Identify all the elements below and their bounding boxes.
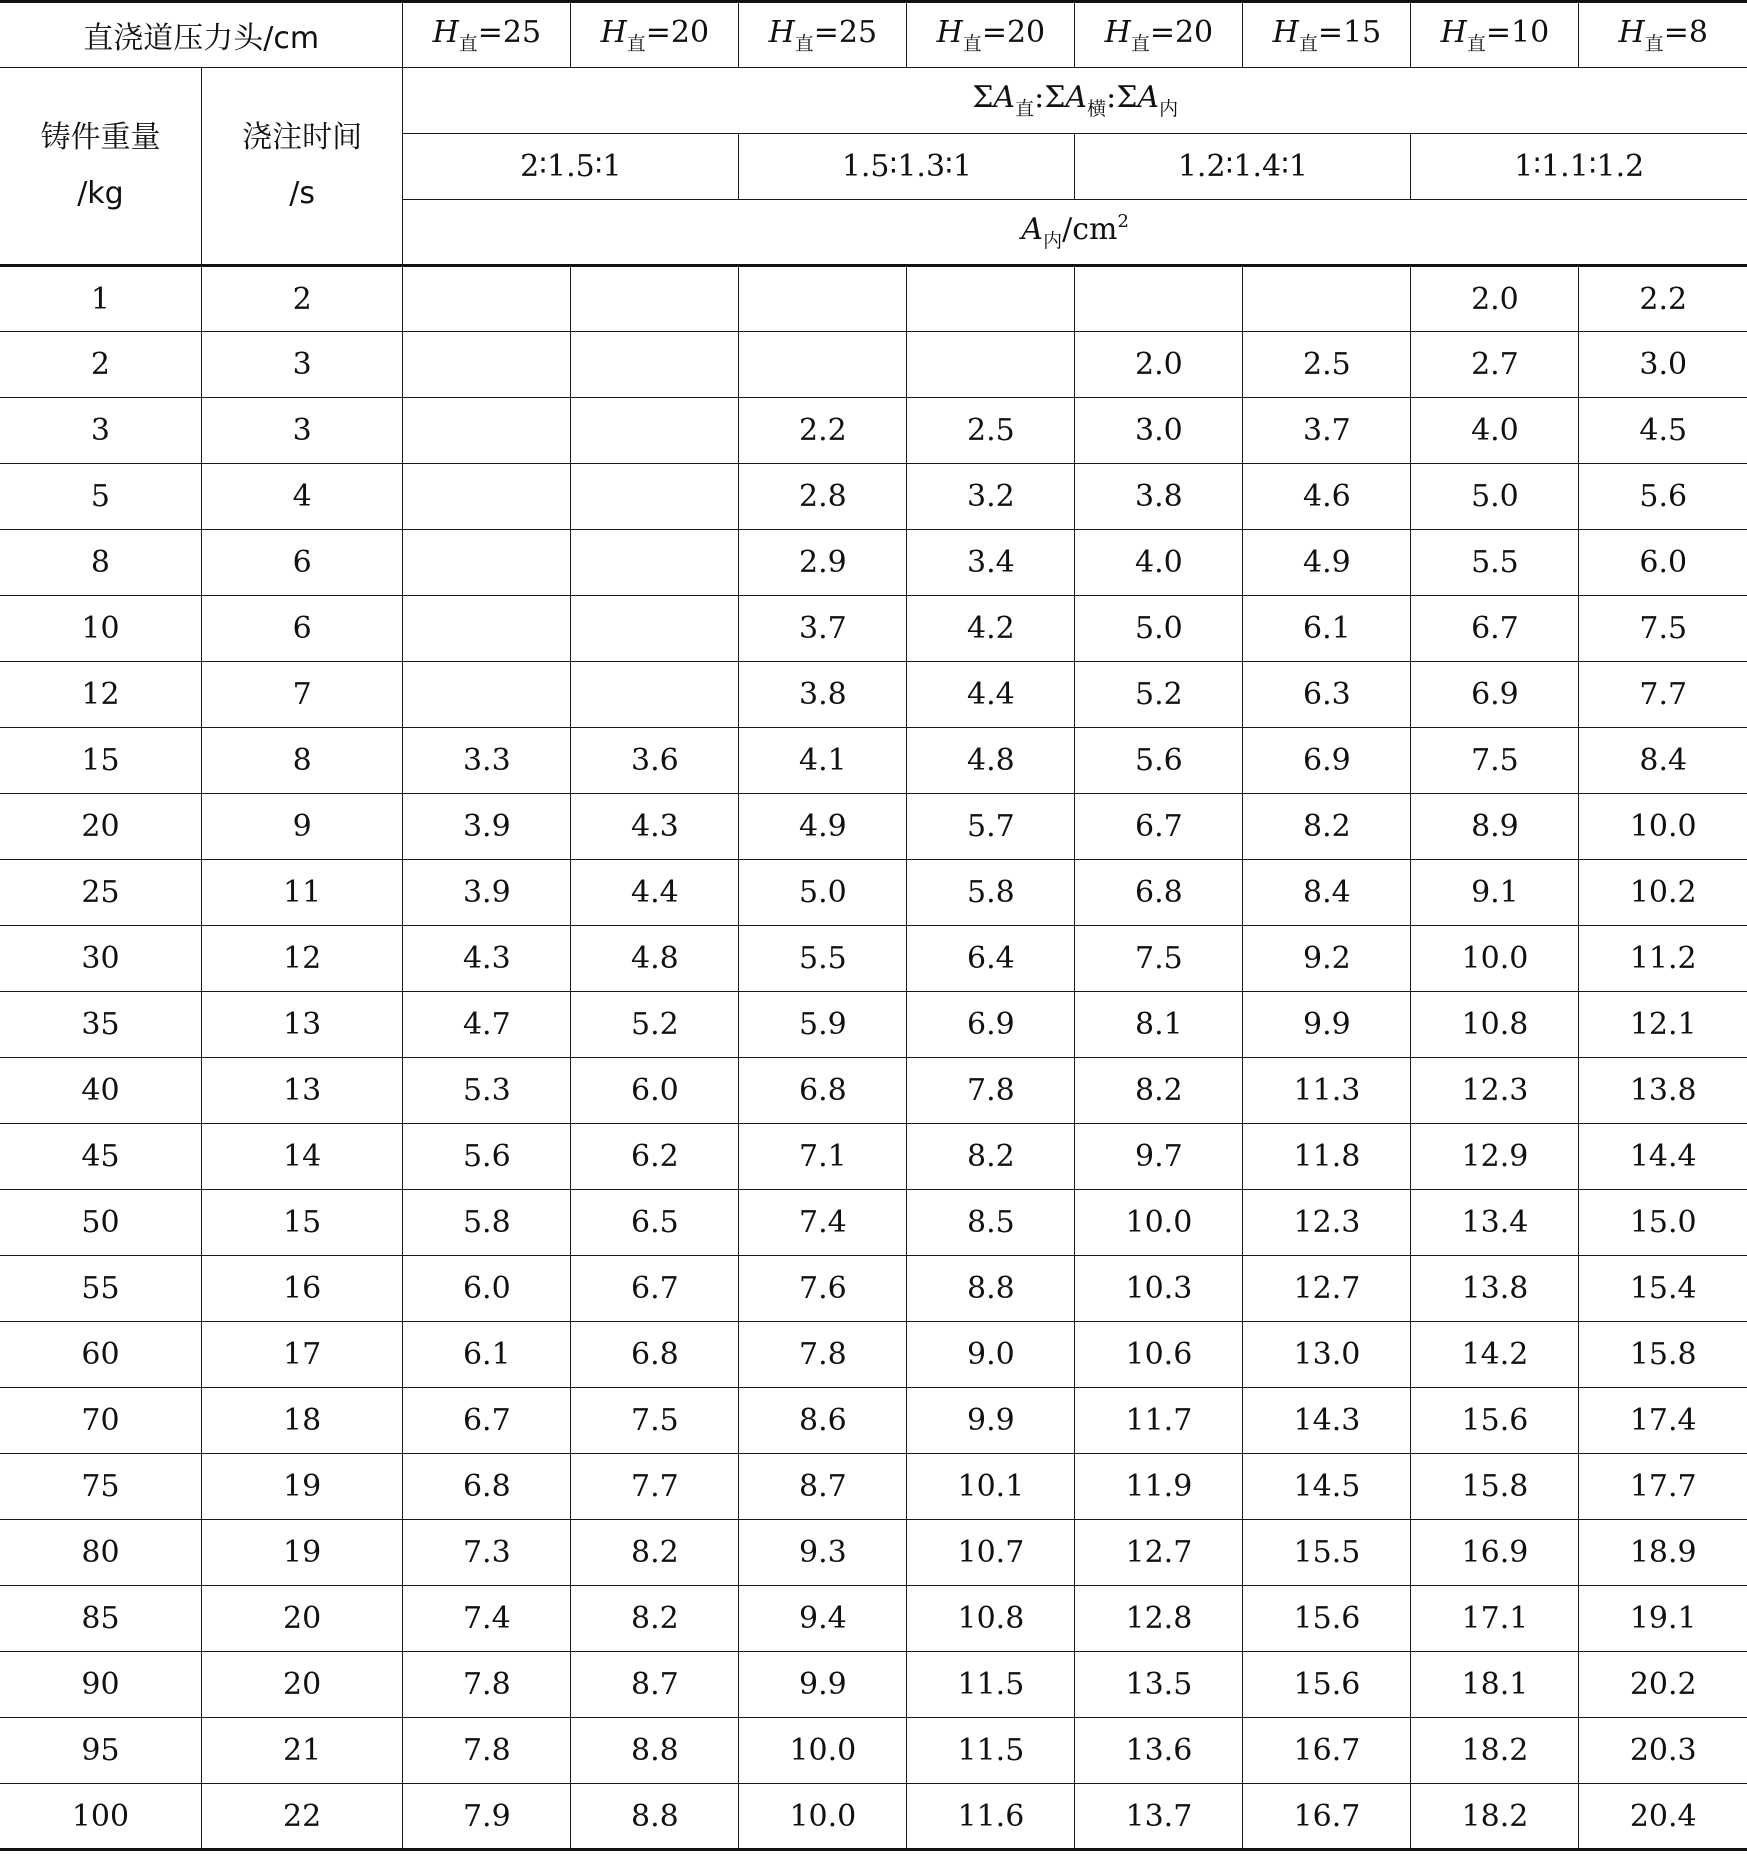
ingate-area-cell: 7.3	[403, 1520, 571, 1586]
ingate-area-cell: 18.1	[1411, 1652, 1579, 1718]
ingate-area-cell: 8.5	[907, 1190, 1075, 1256]
pouring-time-cell: 14	[201, 1124, 402, 1190]
casting-weight-cell: 12	[0, 662, 201, 728]
pressure-head-cell: $H_直=15$	[1243, 2, 1411, 68]
table-row	[0, 332, 1747, 398]
ingate-area-cell	[1075, 266, 1243, 332]
ingate-area-cell: 7.5	[571, 1388, 739, 1454]
ingate-area-cell: 20.2	[1579, 1652, 1747, 1718]
ratio-value: 1.2∶1.4∶1	[1075, 134, 1411, 200]
ingate-area-cell: 7.8	[403, 1652, 571, 1718]
ingate-area-cell: 8.4	[1579, 728, 1747, 794]
ingate-area-cell: 5.5	[739, 926, 907, 992]
ingate-area-cell: 16.9	[1411, 1520, 1579, 1586]
ingate-area-cell: 6.7	[1075, 794, 1243, 860]
ingate-area-cell: 11.5	[907, 1652, 1075, 1718]
ingate-area-cell: 15.8	[1579, 1322, 1747, 1388]
ingate-area-cell: 6.3	[1243, 662, 1411, 728]
ingate-area-cell: 2.5	[1243, 332, 1411, 398]
ingate-area-cell: 8.2	[571, 1586, 739, 1652]
ingate-area-cell: 5.8	[403, 1190, 571, 1256]
ingate-area-cell: 10.3	[1075, 1256, 1243, 1322]
ingate-area-cell: 17.4	[1579, 1388, 1747, 1454]
pressure-head-cell: $H_直=20$	[907, 2, 1075, 68]
ingate-area-cell: 10.7	[907, 1520, 1075, 1586]
casting-weight-cell: 30	[0, 926, 201, 992]
ingate-area-cell: 8.7	[571, 1652, 739, 1718]
ingate-area-cell: 8.8	[571, 1718, 739, 1784]
ingate-area-cell	[403, 266, 571, 332]
ingate-area-unit-header: $A_内/cm^2$	[403, 200, 1747, 266]
ingate-area-cell: 4.8	[907, 728, 1075, 794]
ingate-area-cell: 5.2	[1075, 662, 1243, 728]
casting-weight-cell: 90	[0, 1652, 201, 1718]
ingate-area-cell	[571, 266, 739, 332]
casting-weight-header-line2: /kg	[77, 176, 124, 211]
ingate-area-cell: 8.8	[907, 1256, 1075, 1322]
pouring-time-cell: 2	[201, 266, 402, 332]
ingate-area-cell: 7.8	[907, 1058, 1075, 1124]
ingate-area-cell	[571, 596, 739, 662]
casting-weight-cell: 75	[0, 1454, 201, 1520]
ingate-area-cell: 3.6	[571, 728, 739, 794]
pouring-time-header-line2: /s	[289, 176, 315, 211]
ingate-area-cell: 15.6	[1243, 1586, 1411, 1652]
ingate-area-cell: 3.3	[403, 728, 571, 794]
ingate-area-cell: 15.6	[1243, 1652, 1411, 1718]
ingate-area-cell: 13.0	[1243, 1322, 1411, 1388]
pouring-time-cell: 20	[201, 1586, 402, 1652]
ingate-area-cell: 4.5	[1579, 398, 1747, 464]
ingate-area-cell: 3.0	[1579, 332, 1747, 398]
pouring-time-cell: 21	[201, 1718, 402, 1784]
ingate-area-cell: 2.9	[739, 530, 907, 596]
ingate-area-cell: 14.2	[1411, 1322, 1579, 1388]
ingate-area-cell: 10.0	[1411, 926, 1579, 992]
ingate-area-cell: 3.9	[403, 794, 571, 860]
table-row	[0, 596, 1747, 662]
ingate-area-cell: 8.8	[571, 1784, 739, 1850]
table-row	[0, 926, 1747, 992]
ingate-area-cell: 14.4	[1579, 1124, 1747, 1190]
ingate-area-cell	[571, 464, 739, 530]
ingate-area-cell: 8.2	[907, 1124, 1075, 1190]
pouring-time-cell: 6	[201, 530, 402, 596]
pouring-time-cell: 13	[201, 1058, 402, 1124]
ingate-area-cell: 13.7	[1075, 1784, 1243, 1850]
casting-weight-cell: 50	[0, 1190, 201, 1256]
ingate-area-cell: 12.3	[1243, 1190, 1411, 1256]
pouring-time-cell: 3	[201, 332, 402, 398]
casting-weight-cell: 10	[0, 596, 201, 662]
ingate-area-cell: 2.0	[1075, 332, 1243, 398]
ingate-area-cell	[571, 332, 739, 398]
ingate-area-cell: 7.8	[403, 1718, 571, 1784]
ingate-area-cell: 9.0	[907, 1322, 1075, 1388]
ingate-area-cell: 11.3	[1243, 1058, 1411, 1124]
pressure-head-cell: $H_直=25$	[739, 2, 907, 68]
ingate-area-cell: 5.0	[1411, 464, 1579, 530]
table-row	[0, 1256, 1747, 1322]
pressure-head-cell: $H_直=10$	[1411, 2, 1579, 68]
table-row	[0, 1586, 1747, 1652]
ingate-area-cell: 2.8	[739, 464, 907, 530]
ingate-area-cell: 20.3	[1579, 1718, 1747, 1784]
casting-weight-cell: 40	[0, 1058, 201, 1124]
pouring-time-header-line1: 浇注时间	[242, 120, 363, 155]
ingate-area-cell: 5.8	[907, 860, 1075, 926]
table-row	[0, 1190, 1747, 1256]
ingate-area-cell: 7.1	[739, 1124, 907, 1190]
casting-weight-cell: 45	[0, 1124, 201, 1190]
ingate-area-cell: 2.2	[1579, 266, 1747, 332]
ingate-area-cell: 15.8	[1411, 1454, 1579, 1520]
ingate-area-cell: 5.6	[1579, 464, 1747, 530]
casting-weight-cell: 8	[0, 530, 201, 596]
ingate-area-cell: 3.8	[1075, 464, 1243, 530]
ingate-area-cell: 13.6	[1075, 1718, 1243, 1784]
casting-weight-cell: 35	[0, 992, 201, 1058]
casting-weight-cell: 80	[0, 1520, 201, 1586]
ingate-area-cell: 5.2	[571, 992, 739, 1058]
ingate-area-cell	[907, 266, 1075, 332]
ingate-area-cell: 9.2	[1243, 926, 1411, 992]
ingate-area-cell: 14.5	[1243, 1454, 1411, 1520]
ingate-area-cell: 10.0	[739, 1784, 907, 1850]
pressure-head-cell: $H_直=25$	[403, 2, 571, 68]
ingate-area-cell: 8.1	[1075, 992, 1243, 1058]
ingate-area-cell	[907, 332, 1075, 398]
ingate-area-cell: 12.9	[1411, 1124, 1579, 1190]
area-ratio-header: $\Sigma A_直:\Sigma A_横:\Sigma A_内$	[403, 68, 1747, 134]
ingate-area-cell: 4.4	[571, 860, 739, 926]
ingate-area-cell: 11.6	[907, 1784, 1075, 1850]
ingate-area-cell: 6.9	[1243, 728, 1411, 794]
casting-weight-cell: 1	[0, 266, 201, 332]
table-row	[0, 1322, 1747, 1388]
ingate-area-cell: 6.5	[571, 1190, 739, 1256]
ingate-area-cell: 15.5	[1243, 1520, 1411, 1586]
pouring-time-cell: 20	[201, 1652, 402, 1718]
ingate-area-cell	[403, 530, 571, 596]
casting-weight-cell: 55	[0, 1256, 201, 1322]
pouring-time-cell: 11	[201, 860, 402, 926]
ingate-area-cell: 3.7	[1243, 398, 1411, 464]
table-row	[0, 1520, 1747, 1586]
pressure-head-cell: $H_直=8$	[1579, 2, 1747, 68]
ingate-area-cell: 17.7	[1579, 1454, 1747, 1520]
header-row-pressure-head	[0, 2, 1747, 68]
ingate-area-cell: 7.7	[1579, 662, 1747, 728]
ingate-area-cell: 10.6	[1075, 1322, 1243, 1388]
ingate-area-cell: 12.3	[1411, 1058, 1579, 1124]
pouring-time-cell: 15	[201, 1190, 402, 1256]
pouring-time-cell: 13	[201, 992, 402, 1058]
ingate-area-cell: 4.3	[571, 794, 739, 860]
ingate-area-cell: 6.9	[1411, 662, 1579, 728]
ingate-area-cell: 5.5	[1411, 530, 1579, 596]
ingate-area-cell: 9.9	[907, 1388, 1075, 1454]
ingate-area-cell: 4.9	[739, 794, 907, 860]
casting-weight-cell: 15	[0, 728, 201, 794]
ingate-area-cell	[739, 332, 907, 398]
table-row	[0, 1058, 1747, 1124]
casting-weight-cell: 85	[0, 1586, 201, 1652]
ingate-area-cell: 13.4	[1411, 1190, 1579, 1256]
casting-weight-cell: 20	[0, 794, 201, 860]
ingate-area-cell: 6.0	[1579, 530, 1747, 596]
ingate-area-cell: 3.7	[739, 596, 907, 662]
pouring-time-cell: 19	[201, 1454, 402, 1520]
ingate-area-cell: 9.7	[1075, 1124, 1243, 1190]
pouring-time-cell: 8	[201, 728, 402, 794]
casting-weight-header-line1: 铸件重量	[40, 120, 161, 155]
table-row	[0, 860, 1747, 926]
ingate-area-cell: 2.5	[907, 398, 1075, 464]
pressure-head-cell: $H_直=20$	[1075, 2, 1243, 68]
ingate-area-cell: 4.3	[403, 926, 571, 992]
header-row-ratio-label	[0, 68, 1747, 134]
pouring-time-cell: 16	[201, 1256, 402, 1322]
ingate-area-cell: 16.7	[1243, 1718, 1411, 1784]
ingate-area-cell: 10.0	[739, 1718, 907, 1784]
ingate-area-cell: 7.9	[403, 1784, 571, 1850]
table-row	[0, 992, 1747, 1058]
ingate-area-cell: 9.4	[739, 1586, 907, 1652]
ingate-area-cell: 7.4	[403, 1586, 571, 1652]
ingate-area-cell: 15.0	[1579, 1190, 1747, 1256]
ingate-area-cell: 4.0	[1075, 530, 1243, 596]
ingate-area-cell: 5.3	[403, 1058, 571, 1124]
ingate-area-cell	[1243, 266, 1411, 332]
ingate-area-cell: 4.4	[907, 662, 1075, 728]
ingate-area-cell: 3.9	[403, 860, 571, 926]
pouring-time-cell: 17	[201, 1322, 402, 1388]
ingate-area-cell: 6.8	[403, 1454, 571, 1520]
ingate-area-cell: 8.2	[1243, 794, 1411, 860]
ingate-area-cell: 6.1	[1243, 596, 1411, 662]
table-row	[0, 464, 1747, 530]
pressure-head-cell: $H_直=20$	[571, 2, 739, 68]
table-row	[0, 1784, 1747, 1850]
ingate-area-cell: 11.9	[1075, 1454, 1243, 1520]
ingate-area-cell: 15.6	[1411, 1388, 1579, 1454]
ingate-area-cell: 6.8	[571, 1322, 739, 1388]
pressure-head-label: 直浇道压力头/cm	[0, 2, 403, 68]
ingate-area-cell: 8.6	[739, 1388, 907, 1454]
ingate-area-cell: 16.7	[1243, 1784, 1411, 1850]
pouring-time-cell: 4	[201, 464, 402, 530]
ingate-area-cell: 10.0	[1075, 1190, 1243, 1256]
pouring-time-cell: 9	[201, 794, 402, 860]
table-row	[0, 530, 1747, 596]
ingate-area-cell	[403, 332, 571, 398]
ingate-area-cell: 6.8	[739, 1058, 907, 1124]
ingate-area-cell: 2.0	[1411, 266, 1579, 332]
pouring-time-cell: 22	[201, 1784, 402, 1850]
casting-weight-cell: 70	[0, 1388, 201, 1454]
casting-weight-cell: 5	[0, 464, 201, 530]
ingate-area-cell: 6.8	[1075, 860, 1243, 926]
ingate-area-cell: 10.8	[907, 1586, 1075, 1652]
ingate-area-cell: 11.2	[1579, 926, 1747, 992]
pouring-time-cell: 18	[201, 1388, 402, 1454]
ingate-area-cell: 4.6	[1243, 464, 1411, 530]
table-row	[0, 1124, 1747, 1190]
ingate-area-cell	[403, 398, 571, 464]
ingate-area-cell: 7.8	[739, 1322, 907, 1388]
ingate-area-cell: 6.7	[1411, 596, 1579, 662]
ingate-area-cell: 9.1	[1411, 860, 1579, 926]
ingate-area-cell: 5.6	[1075, 728, 1243, 794]
ingate-area-cell: 14.3	[1243, 1388, 1411, 1454]
pouring-time-cell: 7	[201, 662, 402, 728]
ingate-area-cell	[739, 266, 907, 332]
ratio-value: 1∶1.1∶1.2	[1411, 134, 1747, 200]
pouring-time-cell: 12	[201, 926, 402, 992]
ingate-area-cell: 5.7	[907, 794, 1075, 860]
ingate-area-cell: 3.2	[907, 464, 1075, 530]
pouring-time-header	[201, 68, 402, 266]
ingate-area-cell: 13.5	[1075, 1652, 1243, 1718]
ingate-area-cell: 11.5	[907, 1718, 1075, 1784]
ingate-area-cell: 3.8	[739, 662, 907, 728]
ingate-area-cell: 18.2	[1411, 1718, 1579, 1784]
ingate-area-cell: 5.0	[739, 860, 907, 926]
ingate-area-cell: 19.1	[1579, 1586, 1747, 1652]
table-row	[0, 266, 1747, 332]
ingate-area-cell	[571, 662, 739, 728]
ingate-area-cell: 3.0	[1075, 398, 1243, 464]
ingate-area-cell	[403, 596, 571, 662]
ingate-area-cell: 4.1	[739, 728, 907, 794]
ingate-area-cell: 6.4	[907, 926, 1075, 992]
table-row	[0, 794, 1747, 860]
ingate-area-cell: 6.9	[907, 992, 1075, 1058]
ingate-area-cell: 13.8	[1411, 1256, 1579, 1322]
ingate-area-cell: 7.5	[1075, 926, 1243, 992]
ingate-area-cell: 6.1	[403, 1322, 571, 1388]
table-row	[0, 1718, 1747, 1784]
ingate-area-cell: 6.0	[571, 1058, 739, 1124]
ingate-area-cell: 13.8	[1579, 1058, 1747, 1124]
pouring-time-cell: 19	[201, 1520, 402, 1586]
casting-weight-cell: 100	[0, 1784, 201, 1850]
ingate-area-cell: 11.7	[1075, 1388, 1243, 1454]
ingate-area-cell	[403, 464, 571, 530]
ingate-area-cell: 7.5	[1411, 728, 1579, 794]
casting-weight-cell: 25	[0, 860, 201, 926]
ratio-value: 2∶1.5∶1	[403, 134, 739, 200]
ingate-area-cell: 12.7	[1243, 1256, 1411, 1322]
casting-weight-cell: 95	[0, 1718, 201, 1784]
ingate-area-cell: 6.2	[571, 1124, 739, 1190]
ingate-area-cell: 7.4	[739, 1190, 907, 1256]
ingate-area-cell: 10.2	[1579, 860, 1747, 926]
pouring-time-cell: 6	[201, 596, 402, 662]
ingate-area-cell: 9.3	[739, 1520, 907, 1586]
ingate-area-cell: 10.0	[1579, 794, 1747, 860]
ingate-area-cell	[571, 530, 739, 596]
casting-weight-header	[0, 68, 201, 266]
ingate-area-cell: 17.1	[1411, 1586, 1579, 1652]
table-row	[0, 1652, 1747, 1718]
ingate-area-cell: 5.9	[739, 992, 907, 1058]
ingate-area-cell: 15.4	[1579, 1256, 1747, 1322]
ingate-area-cell: 9.9	[1243, 992, 1411, 1058]
table-row	[0, 398, 1747, 464]
pouring-time-cell: 3	[201, 398, 402, 464]
ingate-area-cell: 8.4	[1243, 860, 1411, 926]
ingate-area-cell: 5.0	[1075, 596, 1243, 662]
casting-weight-cell: 2	[0, 332, 201, 398]
ingate-area-cell: 5.6	[403, 1124, 571, 1190]
ingate-area-cell: 7.5	[1579, 596, 1747, 662]
ingate-area-cell: 4.8	[571, 926, 739, 992]
ratio-value: 1.5∶1.3∶1	[739, 134, 1075, 200]
ingate-area-cell: 6.7	[403, 1388, 571, 1454]
ingate-area-cell: 18.2	[1411, 1784, 1579, 1850]
ingate-area-cell: 12.7	[1075, 1520, 1243, 1586]
ingate-area-cell: 6.0	[403, 1256, 571, 1322]
table-row	[0, 728, 1747, 794]
ingate-area-cell: 4.0	[1411, 398, 1579, 464]
ingate-area-cell: 4.7	[403, 992, 571, 1058]
ingate-area-cell: 10.8	[1411, 992, 1579, 1058]
ingate-area-cell	[571, 398, 739, 464]
ingate-area-cell	[403, 662, 571, 728]
table-row	[0, 662, 1747, 728]
ingate-area-cell: 8.7	[739, 1454, 907, 1520]
ingate-area-cell: 8.2	[571, 1520, 739, 1586]
ingate-area-cell: 18.9	[1579, 1520, 1747, 1586]
casting-weight-cell: 3	[0, 398, 201, 464]
ingate-area-cell: 8.2	[1075, 1058, 1243, 1124]
ingate-area-cell: 2.2	[739, 398, 907, 464]
ingate-area-cell: 10.1	[907, 1454, 1075, 1520]
ingate-area-cell: 6.7	[571, 1256, 739, 1322]
ingate-area-cell: 4.9	[1243, 530, 1411, 596]
ingate-area-cell: 4.2	[907, 596, 1075, 662]
ingate-area-cell: 12.8	[1075, 1586, 1243, 1652]
table-row	[0, 1388, 1747, 1454]
ingate-area-cell: 20.4	[1579, 1784, 1747, 1850]
data-body	[0, 266, 1747, 1850]
ingate-area-cell: 2.7	[1411, 332, 1579, 398]
ingate-area-cell: 3.4	[907, 530, 1075, 596]
casting-weight-cell: 60	[0, 1322, 201, 1388]
ingate-area-cell: 12.1	[1579, 992, 1747, 1058]
table-row	[0, 1454, 1747, 1520]
ingate-area-cell: 9.9	[739, 1652, 907, 1718]
ingate-area-cell: 8.9	[1411, 794, 1579, 860]
ingate-area-cell: 11.8	[1243, 1124, 1411, 1190]
ingate-area-cell: 7.7	[571, 1454, 739, 1520]
ingate-area-cell: 7.6	[739, 1256, 907, 1322]
